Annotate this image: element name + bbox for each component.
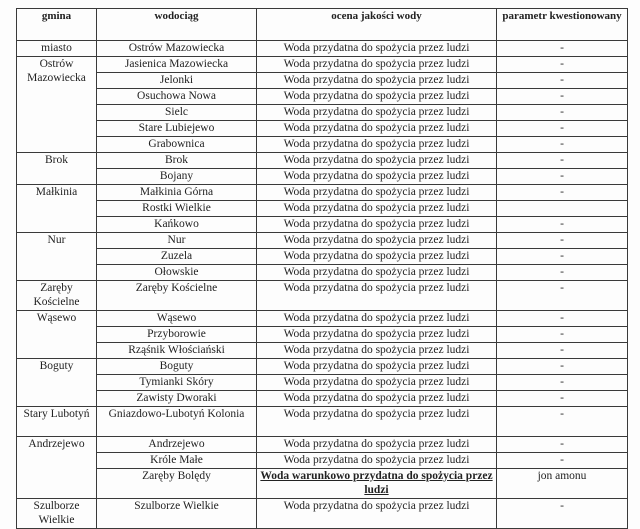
wodociag-cell: Stare Lubiejewo	[97, 121, 257, 137]
parametr-cell: -	[497, 169, 628, 185]
ocena-cell: Woda przydatna do spożycia przez ludzi	[257, 201, 497, 217]
table-row	[17, 233, 628, 249]
parametr-cell: -	[497, 57, 628, 73]
gmina-cell: Boguty	[17, 359, 97, 407]
ocena-cell: Woda przydatna do spożycia przez ludzi	[257, 121, 497, 137]
wodociag-cell: Ostrów Mazowiecka	[97, 41, 257, 57]
parametr-cell: -	[497, 217, 628, 233]
wodociag-cell: Brok	[97, 153, 257, 169]
gmina-cell: miasto	[17, 41, 97, 57]
ocena-cell: Woda przydatna do spożycia przez ludzi	[257, 217, 497, 233]
gmina-cell: Ostrów Mazowiecka	[17, 57, 97, 153]
gmina-cell: Zaręby Kościelne	[17, 281, 97, 311]
wodociag-cell: Jasienica Mazowiecka	[97, 57, 257, 73]
wodociag-cell: Sielc	[97, 105, 257, 121]
parametr-cell: -	[497, 41, 628, 57]
parametr-cell: -	[497, 453, 628, 469]
table-row	[17, 105, 628, 121]
ocena-cell: Woda przydatna do spożycia przez ludzi	[257, 453, 497, 469]
table-row	[17, 153, 628, 169]
gmina-cell: Stary Lubotyń	[17, 407, 97, 437]
parametr-cell: -	[497, 359, 628, 375]
wodociag-cell: Tymianki Skóry	[97, 375, 257, 391]
table-row	[17, 391, 628, 407]
table-row	[17, 375, 628, 391]
table-row	[17, 343, 628, 359]
ocena-cell: Woda przydatna do spożycia przez ludzi	[257, 265, 497, 281]
table-row	[17, 327, 628, 343]
parametr-cell: -	[497, 121, 628, 137]
wodociag-cell: Nur	[97, 233, 257, 249]
table-row	[17, 137, 628, 153]
wodociag-cell: Zaręby Bolędy	[97, 469, 257, 499]
wodociag-cell: Jelonki	[97, 73, 257, 89]
parametr-cell: -	[497, 185, 628, 201]
parametr-cell: -	[497, 249, 628, 265]
parametr-cell: -	[497, 343, 628, 359]
ocena-cell: Woda przydatna do spożycia przez ludzi	[257, 407, 497, 437]
gmina-cell: Małkinia	[17, 185, 97, 233]
ocena-cell: Woda przydatna do spożycia przez ludzi	[257, 153, 497, 169]
table-row	[17, 469, 628, 499]
header-ocena: ocena jakości wody	[257, 9, 497, 41]
ocena-cell: Woda przydatna do spożycia przez ludzi	[257, 185, 497, 201]
parametr-cell: -	[497, 327, 628, 343]
ocena-cell: Woda przydatna do spożycia przez ludzi	[257, 57, 497, 73]
wodociag-cell: Zuzela	[97, 249, 257, 265]
ocena-cell: Woda przydatna do spożycia przez ludzi	[257, 359, 497, 375]
wodociag-cell: Boguty	[97, 359, 257, 375]
wodociag-cell: Króle Małe	[97, 453, 257, 469]
table-row	[17, 169, 628, 185]
water-quality-table	[16, 8, 628, 529]
table-header	[17, 9, 628, 41]
table-row	[17, 437, 628, 453]
header-gmina: gmina	[17, 9, 97, 41]
wodociag-cell: Ołowskie	[97, 265, 257, 281]
parametr-cell: -	[497, 89, 628, 105]
wodociag-cell: Rząśnik Włościański	[97, 343, 257, 359]
table-row	[17, 453, 628, 469]
wodociag-cell: Małkinia Górna	[97, 185, 257, 201]
ocena-cell: Woda przydatna do spożycia przez ludzi	[257, 41, 497, 57]
table-row	[17, 311, 628, 327]
table-row	[17, 499, 628, 529]
wodociag-cell: Bojany	[97, 169, 257, 185]
table-row	[17, 217, 628, 233]
table-row	[17, 249, 628, 265]
table-row	[17, 57, 628, 73]
wodociag-cell: Przyborowie	[97, 327, 257, 343]
wodociag-cell: Osuchowa Nowa	[97, 89, 257, 105]
table-row	[17, 185, 628, 201]
ocena-cell: Woda przydatna do spożycia przez ludzi	[257, 281, 497, 311]
ocena-cell: Woda przydatna do spożycia przez ludzi	[257, 327, 497, 343]
ocena-cell: Woda przydatna do spożycia przez ludzi	[257, 249, 497, 265]
table-row	[17, 359, 628, 375]
parametr-cell: -	[497, 233, 628, 249]
table-row	[17, 73, 628, 89]
table-row	[17, 121, 628, 137]
parametr-cell: -	[497, 375, 628, 391]
parametr-cell: jon amonu	[497, 469, 628, 499]
wodociag-cell: Szulborze Wielkie	[97, 499, 257, 529]
parametr-cell: -	[497, 407, 628, 437]
table-row	[17, 407, 628, 437]
parametr-cell: -	[497, 73, 628, 89]
ocena-cell: Woda przydatna do spożycia przez ludzi	[257, 375, 497, 391]
wodociag-cell: Zawisty Dworaki	[97, 391, 257, 407]
ocena-cell: Woda przydatna do spożycia przez ludzi	[257, 391, 497, 407]
wodociag-cell: Wąsewo	[97, 311, 257, 327]
parametr-cell: -	[497, 105, 628, 121]
table-row	[17, 281, 628, 311]
header-parametr: parametr kwestionowany	[497, 9, 628, 41]
wodociag-cell: Andrzejewo	[97, 437, 257, 453]
ocena-cell: Woda przydatna do spożycia przez ludzi	[257, 499, 497, 529]
ocena-cell: Woda przydatna do spożycia przez ludzi	[257, 169, 497, 185]
table-row	[17, 89, 628, 105]
table-row	[17, 265, 628, 281]
wodociag-cell: Gniazdowo-Lubotyń Kolonia	[97, 407, 257, 437]
ocena-cell: Woda przydatna do spożycia przez ludzi	[257, 73, 497, 89]
ocena-cell: Woda przydatna do spożycia przez ludzi	[257, 311, 497, 327]
ocena-cell: Woda przydatna do spożycia przez ludzi	[257, 343, 497, 359]
gmina-cell: Andrzejewo	[17, 437, 97, 499]
ocena-cell: Woda warunkowo przydatna do spożycia przez ludzi	[257, 469, 497, 499]
parametr-cell	[497, 201, 628, 217]
parametr-cell: -	[497, 265, 628, 281]
ocena-cell: Woda przydatna do spożycia przez ludzi	[257, 105, 497, 121]
parametr-cell: -	[497, 499, 628, 529]
ocena-cell: Woda przydatna do spożycia przez ludzi	[257, 233, 497, 249]
gmina-cell: Brok	[17, 153, 97, 185]
table-row	[17, 41, 628, 57]
parametr-cell: -	[497, 137, 628, 153]
wodociag-cell: Grabownica	[97, 137, 257, 153]
parametr-cell: -	[497, 153, 628, 169]
wodociag-cell: Zaręby Kościelne	[97, 281, 257, 311]
parametr-cell: -	[497, 437, 628, 453]
wodociag-cell: Kańkowo	[97, 217, 257, 233]
header-wodociag: wodociąg	[97, 9, 257, 41]
ocena-cell: Woda przydatna do spożycia przez ludzi	[257, 137, 497, 153]
wodociag-cell: Rostki Wielkie	[97, 201, 257, 217]
parametr-cell: -	[497, 311, 628, 327]
table-row	[17, 201, 628, 217]
ocena-cell: Woda przydatna do spożycia przez ludzi	[257, 437, 497, 453]
gmina-cell: Nur	[17, 233, 97, 281]
gmina-cell: Wąsewo	[17, 311, 97, 359]
ocena-cell: Woda przydatna do spożycia przez ludzi	[257, 89, 497, 105]
gmina-cell: Szulborze Wielkie	[17, 499, 97, 529]
parametr-cell: -	[497, 391, 628, 407]
parametr-cell: -	[497, 281, 628, 311]
